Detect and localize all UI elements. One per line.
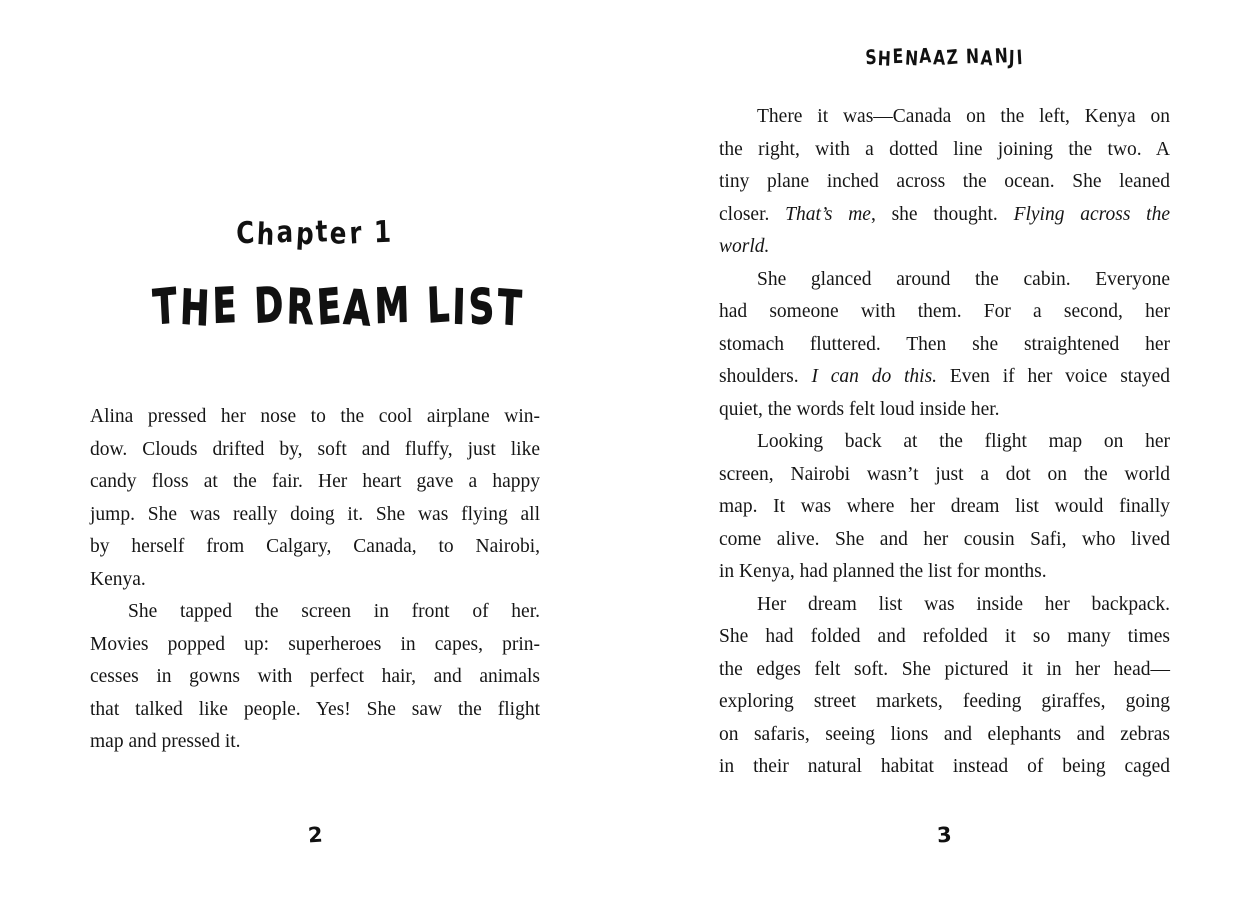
- text-line: cesses in gowns with perfect hair, and animals: [90, 666, 540, 687]
- text-line: the edges felt soft. She pictured it in her head—: [719, 658, 1170, 680]
- text-line: tiny plane inched across the ocean. She leaned: [719, 171, 1170, 192]
- text-line: that talked like people. Yes! She saw the flight: [90, 698, 540, 720]
- right-page-body-text: [719, 101, 1170, 784]
- text-line: Kenya.: [90, 568, 146, 590]
- text-line: She glanced around the cabin. Everyone: [757, 268, 1170, 290]
- text-line: She tapped the screen in front of her.: [128, 601, 540, 622]
- text-line: had someone with them. For a second, her: [719, 301, 1170, 322]
- text-line: map and pressed it.: [90, 731, 241, 752]
- text-line: candy floss at the fair. Her heart gave a happy: [90, 471, 540, 492]
- text-line: come alive. She and her cousin Safi, who lived: [719, 528, 1170, 550]
- text-line: jump. She was really doing it. She was flying all: [90, 503, 540, 525]
- paragraph: [719, 589, 1170, 784]
- text-line: dow. Clouds drifted by, soft and fluffy, just like: [90, 438, 540, 460]
- text-line: map. It was where her dream list would finally: [719, 496, 1170, 517]
- text-line: There it was—Canada on the left, Kenya on: [757, 106, 1170, 127]
- left-page-body-text: [90, 401, 540, 759]
- left-page-number: 2: [306, 822, 324, 848]
- text-line: quiet, the words felt loud inside her.: [719, 398, 1000, 420]
- text-line: stomach fluttered. Then she straightened her: [719, 333, 1170, 355]
- text-line: by herself from Calgary, Canada, to Nairobi,: [90, 536, 540, 557]
- text-line: closer. That’s me, she thought. Flying across the: [719, 203, 1170, 225]
- text-line: She had folded and refolded it so many times: [719, 626, 1170, 647]
- running-header-author: SHENAAZ NANJI: [864, 43, 1025, 71]
- right-page-number: 3: [936, 822, 953, 848]
- text-line: world.: [719, 236, 770, 257]
- text-line: in their natural habitat instead of being caged: [719, 756, 1170, 777]
- text-line: screen, Nairobi wasn’t just a dot on the world: [719, 463, 1170, 485]
- paragraph: [719, 426, 1170, 589]
- paragraph: [719, 264, 1170, 427]
- text-line: Movies popped up: superheroes in capes, prin-: [90, 633, 540, 655]
- chapter-title: THE DREAM LIST: [151, 276, 526, 338]
- paragraph: [90, 401, 540, 596]
- right-page: [719, 0, 1170, 900]
- text-line: the right, with a dotted line joining the two. A: [719, 138, 1170, 160]
- text-line: Looking back at the flight map on her: [757, 431, 1170, 452]
- text-line: on safaris, seeing lions and elephants and zebras: [719, 723, 1170, 745]
- paragraph: [719, 101, 1170, 264]
- text-line: shoulders. I can do this. Even if her voice stayed: [719, 366, 1171, 387]
- paragraph: [90, 596, 540, 759]
- text-line: exploring street markets, feeding giraffes, going: [719, 691, 1170, 712]
- text-line: Her dream list was inside her backpack.: [757, 593, 1170, 615]
- text-line: Alina pressed her nose to the cool airplane win-: [90, 406, 540, 427]
- text-line: in Kenya, had planned the list for months.: [719, 561, 1047, 582]
- left-page: [90, 0, 540, 900]
- chapter-label: Chapter 1: [235, 214, 395, 254]
